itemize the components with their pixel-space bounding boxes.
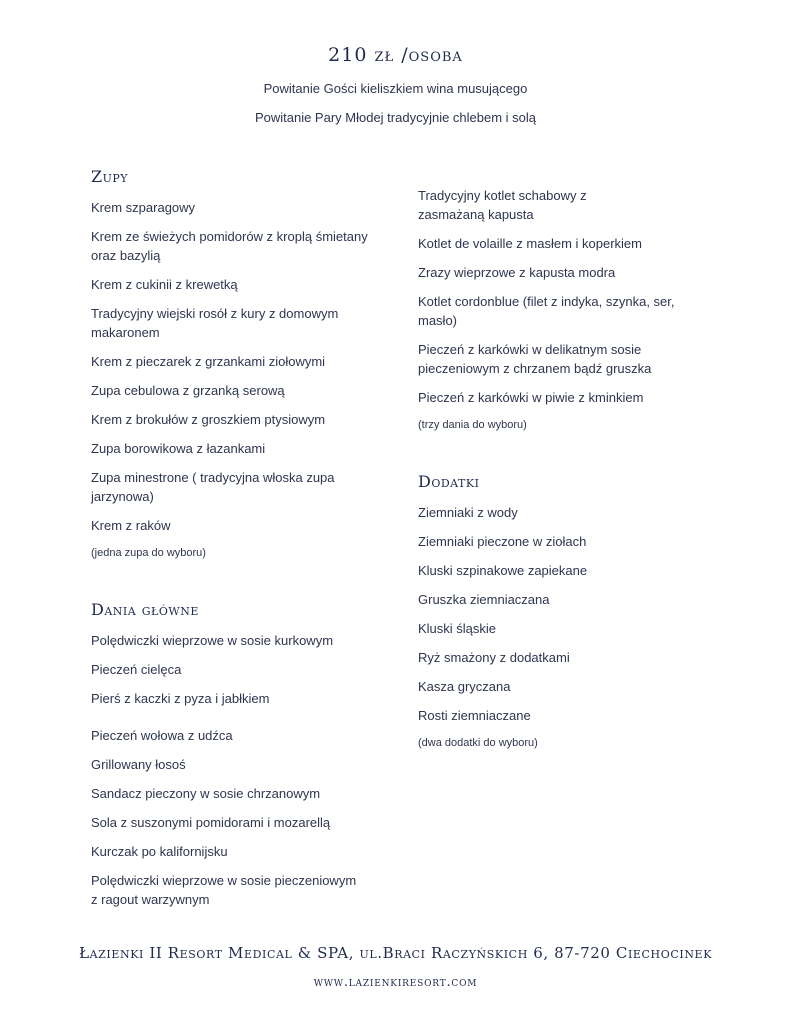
menu-item: Pieczeń z karkówki w delikatnym sosie pieczeniowym z chrzanem bądź gruszka <box>418 342 652 376</box>
menu-item: Ziemniaki pieczone w ziołach <box>418 534 587 549</box>
menu-item: Pieczeń wołowa z udźca <box>91 728 233 743</box>
footer-website: www.lazienkiresort.com <box>313 975 478 990</box>
menu-item: Kluski szpinakowe zapiekane <box>418 563 588 578</box>
selection-note: (dwa dodatki do wyboru) <box>418 737 538 749</box>
intro-line-1: Powitanie Gości kieliszkiem wina musującego <box>263 81 528 96</box>
section-title-dodatki: Dodatki <box>418 472 480 491</box>
left-column <box>91 166 391 919</box>
menu-item: Rosti ziemniaczane <box>418 708 531 723</box>
menu-item: Sandacz pieczony w sosie chrzanowym <box>91 786 321 801</box>
menu-item: Pieczeń cielęca <box>91 662 182 677</box>
section-title-dania-glowne: Dania główne <box>91 600 199 619</box>
menu-item: Krem z pieczarek z grzankami ziołowymi <box>91 354 326 369</box>
menu-item: Polędwiczki wieprzowe w sosie kurkowym <box>91 633 334 648</box>
selection-note: (jedna zupa do wyboru) <box>91 547 206 559</box>
menu-item: Sola z suszonymi pomidorami i mozarellą <box>91 815 331 830</box>
menu-item: Krem ze świeżych pomidorów z kroplą śmietany oraz bazylią <box>91 229 368 263</box>
menu-item: Zupa borowikowa z łazankami <box>91 441 266 456</box>
menu-item: Krem z raków <box>91 518 171 533</box>
menu-item: Krem szparagowy <box>91 200 196 215</box>
menu-item: Polędwiczki wieprzowe w sosie pieczeniowym z ragout warzywnym <box>91 873 357 907</box>
section-title-zupy: Zupy <box>91 167 129 186</box>
menu-item: Krem z cukinii z krewetką <box>91 277 238 292</box>
intro-line-2: Powitanie Pary Młodej tradycyjnie chlebem i solą <box>254 110 537 125</box>
menu-item: Zupa minestrone ( tradycyjna włoska zupa jarzynowa) <box>91 470 335 504</box>
menu-item: Kluski śląskie <box>418 621 497 636</box>
menu-item: Zrazy wieprzowe z kapusta modra <box>418 265 616 280</box>
menu-item: Ryż smażony z dodatkami <box>418 650 570 665</box>
menu-item: Pieczeń z karkówki w piwie z kminkiem <box>418 390 644 405</box>
selection-note: (trzy dania do wyboru) <box>418 419 527 431</box>
menu-item: Krem z brokułów z groszkiem ptysiowym <box>91 412 326 427</box>
right-column <box>418 186 680 761</box>
menu-item: Gruszka ziemniaczana <box>418 592 550 607</box>
price-title: 210 zł /osoba <box>328 44 463 66</box>
menu-item: Kotlet de volaille z masłem i koperkiem <box>418 236 642 251</box>
menu-item: Kasza gryczana <box>418 679 511 694</box>
menu-item: Kurczak po kalifornijsku <box>91 844 228 859</box>
menu-item: Tradycyjny kotlet schabowy z zasmażaną kapusta <box>418 188 587 222</box>
menu-item: Zupa cebulowa z grzanką serową <box>91 383 285 398</box>
menu-item: Ziemniaki z wody <box>418 505 518 520</box>
menu-item: Kotlet cordonblue (filet z indyka, szynka, ser, masło) <box>418 294 675 328</box>
footer-address: Łazienki II Resort Medical & SPA, ul.Braci Raczyńskich 6, 87-720 Ciechocinek <box>78 944 713 962</box>
menu-item: Tradycyjny wiejski rosół z kury z domowym makaronem <box>91 306 339 340</box>
menu-item: Grillowany łosoś <box>91 757 186 772</box>
menu-item: Pierś z kaczki z pyza i jabłkiem <box>91 691 270 706</box>
